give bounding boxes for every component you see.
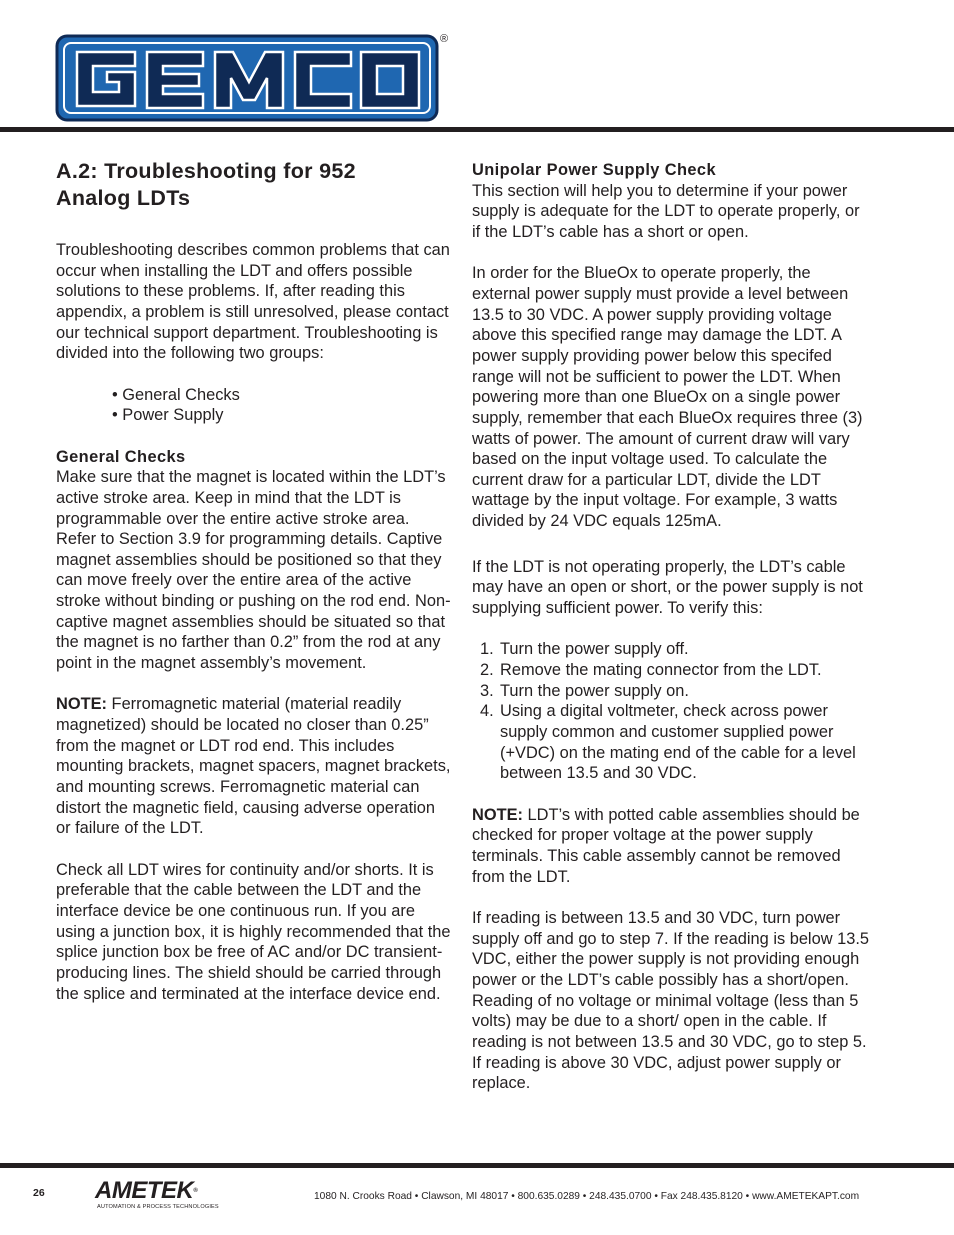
right-column (472, 160, 872, 1094)
footer-rule (0, 1163, 954, 1168)
list-item: • General Checks (112, 385, 240, 404)
step-item (472, 681, 872, 702)
reading-paragraph: If reading is between 13.5 and 30 VDC, turn power supply off and go to step 7. If the reading is below 13.5 VDC, either the power supply is not providing enough power or the LDT’s cable possibly has a short/open. Reading of no voltage or minimal voltage (less than 5 volts) may be due to a short/ open in the cable. If reading is not between 13.5 and 30 VDC, go to step 5. If reading is above 30 VDC, adjust power supply or replace. (472, 908, 869, 1093)
list-item: • Power Supply (112, 406, 224, 425)
header-rule (0, 127, 954, 132)
wires-paragraph: Check all LDT wires for continuity and/or shorts. It is preferable that the cable between the LDT and the interface device be one continuous run. If you are using a junction box, it is highly recommended that the splice junction box be free of AC and/or DC transient-producing lines. The shield should be carried through the splice and terminated at the interface device end. (56, 860, 451, 1003)
blueox-paragraph: In order for the BlueOx to operate properly, the external power supply must provide a level between 13.5 to 30 VDC. A power supply providing voltage above this specified range may damage the LDT. A power supply providing power below this specifed range will not be sufficient to power the LDT. When powering more than one BlueOx on a single power supply, remember that each BlueOx requires three (3) watts of power. The amount of current draw will vary based on the input voltage used. To calculate the current draw for a particular LDT, divide the LDT wattage by the input voltage. For example, 3 watts divided by 24 VDC equals 125mA. (472, 264, 863, 531)
ametek-tagline: AUTOMATION & PROCESS TECHNOLOGIES (97, 1204, 219, 1210)
registered-mark: ® (440, 33, 449, 45)
unipolar-heading: Unipolar Power Supply Check (472, 161, 716, 179)
general-checks-heading: General Checks (56, 447, 186, 466)
verify-paragraph: If the LDT is not operating properly, the LDT’s cable may have an open or short, or the power supply is not supplying sufficient power. To verify this: (472, 557, 863, 618)
section-intro: This section will help you to determine if your power supply is adequate for the LDT to operate properly, or if the LDT’s cable has a short or open. (472, 181, 860, 241)
left-column (56, 158, 451, 1004)
ferromagnetic-note (56, 694, 451, 839)
step-text: Turn the power supply on. (500, 681, 689, 700)
magnet-paragraph: Make sure that the magnet is located within the LDT’s active stroke area. Keep in mind that the LDT is programmable over the entire active stroke area. Refer to Section 3.9 for programming details. Captive magnet assemblies should be positioned so that they can move freely over the entire area of the active stroke without binding or pushing on the rod end. Non-captive magnet assemblies should be situated so that the magnet is no farther than 0.2” from the rod at any point in the magnet assembly’s movement. (56, 468, 451, 673)
groups-list (56, 385, 451, 426)
ametek-logo (95, 1178, 245, 1212)
footer-address: 1080 N. Crooks Road • Clawson, MI 48017 • 800.635.0289 • 248.435.0700 • Fax 248.435.8120 • www.AMETEKAPT.com (314, 1191, 860, 1202)
step-number: 1. (480, 640, 494, 659)
step-item (472, 701, 872, 784)
step-item (472, 639, 872, 660)
intro-paragraph: Troubleshooting describes common problems that can occur when installing the LDT and offers possible solutions to these problems. If, after reading this appendix, a problem is still unresolved, please contact our technical support department. Troubleshooting is divided into the following two groups: (56, 241, 450, 363)
step-number: 4. (480, 702, 494, 721)
step-text: Remove the mating connector from the LDT. (500, 661, 822, 680)
step-text: Using a digital voltmeter, check across power supply common and customer supplied power (+VDC) on the mating end of the cable for a level between 13.5 and 30 VDC. (500, 702, 856, 783)
note-text: LDT’s with potted cable assemblies should be checked for proper voltage at the power supply terminals. This cable assembly cannot be removed from the LDT. (472, 805, 860, 886)
gemco-logo (55, 34, 439, 122)
step-item (472, 660, 872, 681)
step-text: Turn the power supply off. (500, 640, 689, 659)
note-label: NOTE: (56, 695, 107, 714)
page-number: 26 (33, 1187, 45, 1199)
title-line-1: A.2: Troubleshooting for 952 (56, 159, 356, 183)
step-number: 2. (480, 661, 494, 680)
note-text: Ferromagnetic material (material readily magnetized) should be located no closer than 0.25” from the magnet or LDT rod end. This includes mounting brackets, magnet spacers, magnet brackets, and mounting screws. Ferromagnetic material can distort the magnetic field, causing adverse operation or failure of the LDT. (56, 695, 451, 838)
steps-list (472, 639, 872, 784)
title-line-2: Analog LDTs (56, 186, 191, 210)
step-number: 3. (480, 681, 494, 700)
note-label: NOTE: (472, 805, 523, 824)
page-title (56, 158, 451, 212)
ametek-wordmark: AMETEK® (95, 1177, 198, 1204)
potted-cable-note (472, 805, 872, 888)
